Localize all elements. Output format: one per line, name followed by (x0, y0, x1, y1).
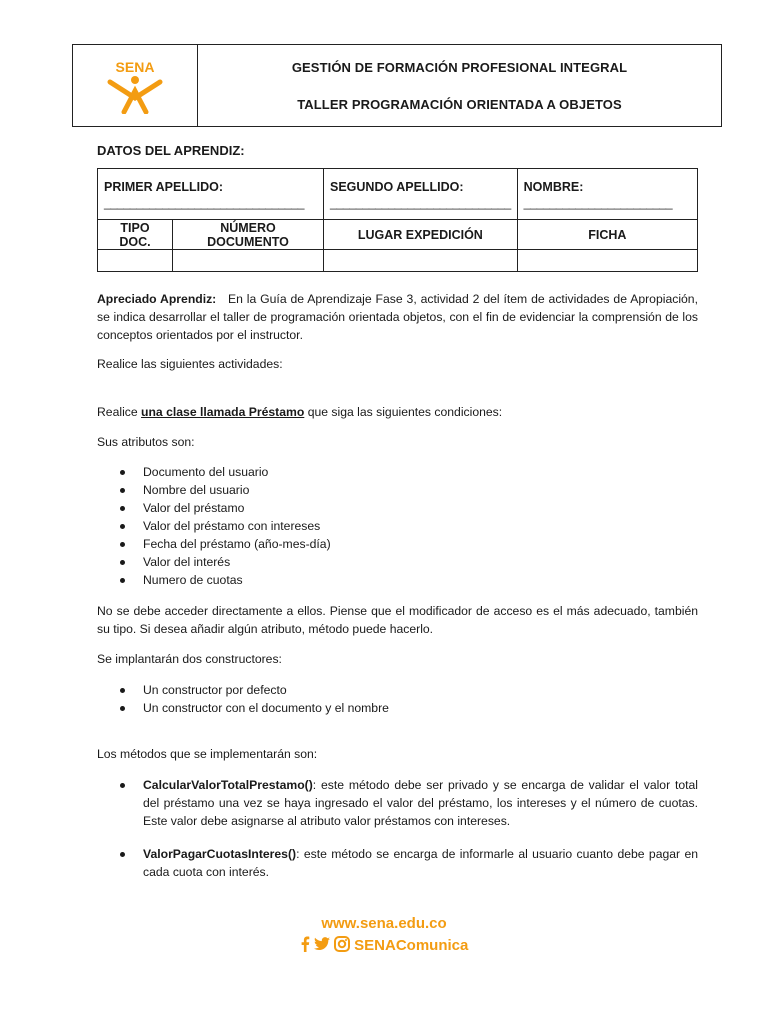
class-task-emphasis: una clase llamada Préstamo (141, 405, 305, 419)
table-row (98, 169, 698, 220)
issue-place-header: LUGAR EXPEDICIÓN (324, 220, 518, 250)
list-item: Valor del préstamo (97, 499, 698, 517)
facebook-icon[interactable] (300, 936, 310, 956)
access-note: No se debe acceder directamente a ellos. Piense que el modificador de acceso es el más adecuado, también su tipo. Si desea añadir algún atributo, método puede hacerlo. (97, 604, 698, 636)
class-task-line (97, 403, 698, 421)
method-name: ValorPagarCuotasInteres() (143, 847, 297, 861)
class-task-post: que siga las siguientes condiciones: (307, 405, 503, 419)
file-header: FICHA (517, 220, 697, 250)
intro-paragraph (97, 290, 698, 344)
method-description: : este método debe ser privado y se encarga de validar el valor total del préstamo una vez se haya ingresado el valor del préstamo, los intereses y el número de cuotas. Este valor debe asignarse al atributo valor préstamos con intereses. (143, 778, 698, 828)
second-surname-cell[interactable] (324, 169, 518, 220)
intro-lead: Apreciado Aprendiz: (97, 292, 217, 306)
document-header (72, 44, 722, 127)
list-item: Un constructor con el documento y el nombre (97, 699, 698, 717)
attributes-list-wrap (97, 463, 698, 589)
list-item: Valor del préstamo con intereses (97, 517, 698, 535)
second-surname-underline: ____________________________ (330, 196, 511, 210)
activities-line: Realice las siguientes actividades: (97, 357, 283, 371)
constructors-list (97, 681, 698, 717)
list-item (97, 776, 698, 830)
list-item: Numero de cuotas (97, 571, 698, 589)
name-underline: _______________________ (523, 196, 673, 210)
table-row (98, 220, 698, 250)
methods-list (97, 776, 698, 881)
method-name: CalcularValorTotalPrestamo() (143, 778, 313, 792)
second-surname-label: SEGUNDO APELLIDO: (330, 180, 464, 194)
list-item: Un constructor por defecto (97, 681, 698, 699)
doc-type-header: TIPO DOC. (98, 220, 173, 250)
header-titles (198, 45, 721, 126)
class-task-pre: Realice (97, 405, 138, 419)
footer-social (0, 936, 768, 956)
intro-text: En la Guía de Aprendizaje Fase 3, actividad 2 del ítem de actividades de Apropiación, se indica desarrollar el taller de programación orientada objetos, con el fin de evidenciar la comprensión de los conceptos orientados por el instructor. (97, 292, 698, 342)
constructors-list-wrap (97, 681, 698, 717)
constructors-title: Se implantarán dos constructores: (97, 652, 282, 666)
methods-title: Los métodos que se implementarán son: (97, 747, 318, 761)
issue-place-field[interactable] (324, 250, 518, 272)
sena-logo-icon (100, 58, 170, 114)
doc-number-field[interactable] (173, 250, 324, 272)
learner-data-table (97, 168, 698, 272)
footer-handle[interactable]: SENAComunica (354, 936, 469, 954)
header-subtitle: TALLER PROGRAMACIÓN ORIENTADA A OBJETOS (297, 96, 622, 112)
table-row (98, 250, 698, 272)
name-label: NOMBRE: (523, 180, 584, 194)
doc-number-header: NÚMERO DOCUMENTO (173, 220, 324, 250)
method-description: : este método se encarga de informarle al usuario cuanto debe pagar en cada cuota con interés. (143, 847, 698, 879)
sena-logo (73, 45, 198, 126)
methods-list-wrap (97, 776, 698, 881)
list-item: Nombre del usuario (97, 481, 698, 499)
list-item: Valor del interés (97, 553, 698, 571)
learner-section-label: DATOS DEL APRENDIZ: (97, 143, 245, 158)
sena-logo-text: SENA (115, 58, 155, 75)
header-title: GESTIÓN DE FORMACIÓN PROFESIONAL INTEGRAL (291, 59, 628, 75)
attributes-title: Sus atributos son: (97, 435, 195, 449)
list-item: Fecha del préstamo (año-mes-día) (97, 535, 698, 553)
first-surname-cell[interactable] (98, 169, 324, 220)
attributes-list (97, 463, 698, 589)
instagram-icon[interactable] (334, 936, 350, 956)
first-surname-label: PRIMER APELLIDO: (104, 180, 223, 194)
name-cell[interactable] (517, 169, 697, 220)
twitter-icon[interactable] (314, 937, 330, 955)
list-item: Documento del usuario (97, 463, 698, 481)
first-surname-underline: _______________________________ (104, 196, 305, 210)
doc-type-field[interactable] (98, 250, 173, 272)
list-item (97, 845, 698, 881)
footer-url[interactable]: www.sena.edu.co (321, 915, 447, 932)
file-field[interactable] (517, 250, 697, 272)
